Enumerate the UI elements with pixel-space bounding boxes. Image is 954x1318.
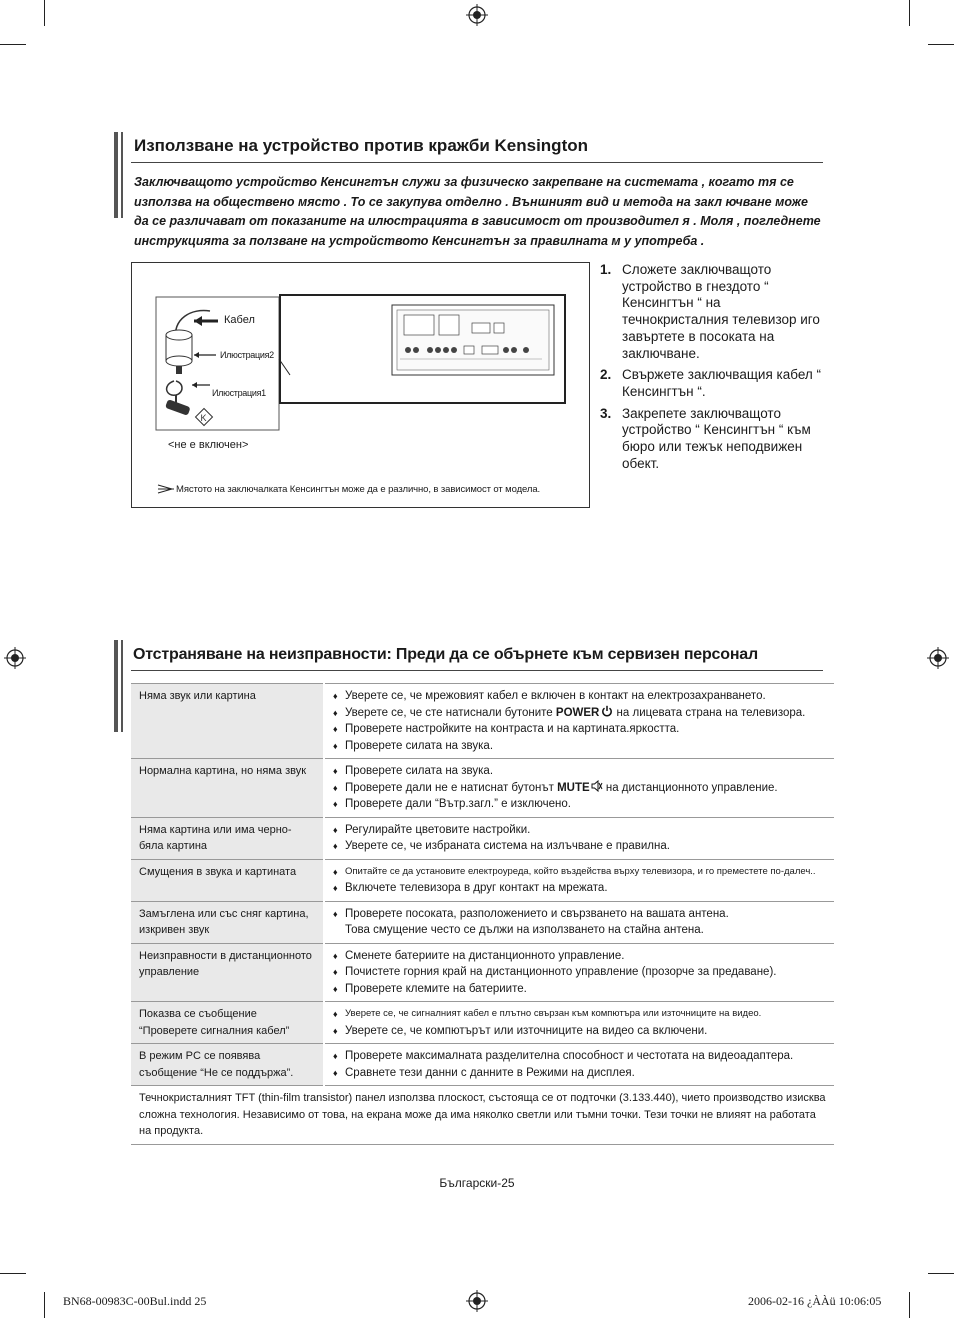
- crop-mark: [44, 1292, 45, 1318]
- table-row: [131, 943, 834, 1002]
- mute-button-label: MUTE: [557, 781, 590, 794]
- footer-timestamp: 2006-02-16 ¿ÀÀü 10:06:05: [748, 1294, 882, 1308]
- registration-mark-icon: [927, 647, 949, 669]
- solution-item: ♦ Уверете се, че мрежовият кабел е включен в контакт на електрозахранването.: [333, 688, 826, 705]
- step-number: 3.: [600, 405, 612, 421]
- figure-note: Мястото на заключалката Кенсингтън може да е различно, в зависимост от модела.: [176, 484, 541, 495]
- solution-cell: [324, 1002, 834, 1044]
- solution-item: ♦ Включете телевизора в друг контакт на мрежата.: [333, 880, 826, 897]
- solution-item: [333, 705, 826, 722]
- problem-cell: Показва се съобщение “Проверете сигналния кабел”: [131, 1002, 324, 1044]
- solution-cell: [324, 817, 834, 859]
- kensington-lock-illustration: [132, 263, 589, 507]
- power-button-label: POWER: [555, 706, 600, 719]
- step-item: [600, 406, 830, 473]
- solution-cell: [324, 759, 834, 818]
- solution-item: ♦ Регулирайте цветовите настройки.: [333, 822, 826, 839]
- problem-cell: Неизправности в дистанционното управление: [131, 943, 324, 1002]
- table-row: [131, 684, 834, 759]
- table-row: [131, 1044, 834, 1086]
- table-row: [131, 817, 834, 859]
- step-number: 2.: [600, 367, 612, 383]
- table-row: [131, 901, 834, 943]
- crop-mark: [928, 1273, 954, 1274]
- problem-cell: В режим PC се появява съобщение “Не се поддържа”.: [131, 1044, 324, 1086]
- cable-label: Кабел: [224, 314, 255, 326]
- illustration2-label: Илюстрация2: [220, 350, 274, 360]
- solution-cell: [324, 684, 834, 759]
- problem-cell: Замъглена или със сняг картина, изкривен звук: [131, 901, 324, 943]
- problem-cell: Няма звук или картина: [131, 684, 324, 759]
- solution-item: ♦ Проверете настройките на контраста и на картината.яркостта.: [333, 721, 826, 738]
- step-text: Закрепете заключващото устройство “ Кенсингтън “ към бюро или тежък неподвижен обект.: [622, 405, 811, 471]
- crop-mark: [0, 1273, 26, 1274]
- kensington-figure: [131, 262, 590, 508]
- solution-item: ♦ Проверете дали “Вътр.загл.” е изключено.: [333, 796, 826, 813]
- solution-cell: [324, 943, 834, 1002]
- solution-cell: [324, 901, 834, 943]
- section-title-kensington: Използване на устройство против кражби Kensington: [134, 136, 588, 155]
- step-number: 1.: [600, 262, 612, 277]
- svg-text:K: K: [200, 413, 207, 423]
- crop-mark: [928, 44, 954, 45]
- section-marker: [121, 132, 123, 218]
- power-icon: [599, 707, 613, 719]
- registration-mark-icon: [466, 1290, 488, 1312]
- registration-mark-icon: [4, 647, 26, 669]
- troubleshooting-table: [131, 683, 834, 1145]
- kensington-steps: [600, 262, 830, 477]
- solution-item: ♦ Проверете силата на звука.: [333, 738, 826, 755]
- solution-text: на лицевата страна на телевизора.: [613, 706, 806, 719]
- section-marker: [114, 132, 118, 218]
- registration-mark-icon: [466, 4, 488, 26]
- section-marker: [121, 640, 123, 732]
- solution-item: ♦ Опитайте се да установите електроуреда, който въздейства върху телевизора, и го преместете по-далеч..: [333, 864, 826, 881]
- table-note-row: [131, 1086, 834, 1145]
- solution-item: Това смущение често се дължи на използването на стайна антена.: [345, 924, 704, 936]
- section-marker: [114, 640, 118, 732]
- title-underline: [131, 162, 823, 163]
- solution-item: ♦ Проверете силата на звука.: [333, 763, 826, 780]
- mute-icon: [590, 782, 603, 794]
- solution-text: на дистанционното управление.: [602, 781, 778, 794]
- problem-cell: Няма картина или има черно-бяла картина: [131, 817, 324, 859]
- solution-item: [333, 780, 826, 797]
- solution-item: ♦ Уверете се, че избраната система на излъчване е правилна.: [333, 838, 826, 855]
- solution-item: ♦ Сравнете тези данни с данните в Режими на дисплея.: [333, 1065, 826, 1082]
- intro-paragraph: Заключващото устройство Кенсингтън служи за физическо закрепване на системата , когато тя се използва на обществено място . То се закупува отделно . Външният вид и метода на закл ючване може да се различават от показаните на илюстрацията в зависимост от производител я . Моля , погледнете инструкцията за ползване на устройството Кенсингтън за правилната м у употреба .: [134, 175, 821, 248]
- solution-item: ♦ Сменете батериите на дистанционното управление.: [333, 948, 826, 965]
- page-number: Български-25: [439, 1176, 515, 1190]
- solution-text: Проверете дали не е натиснат бутонът: [345, 781, 558, 794]
- tft-panel-note: Течнокристалният TFT (thin-film transistor) панел използва плоскост, състояща се от подточки (3.133.440), чието производство изисква сложна технология. Независимо от това, на екрана може да има няколко светли или тъмни точки. Тези точки не влияят на работата на продукта.: [139, 1092, 826, 1137]
- solution-item: ♦ Проверете клемите на батериите.: [333, 981, 826, 998]
- title-underline: [131, 670, 823, 671]
- solution-item: ♦ Проверете посоката, разположението и свързването на вашата антена.: [333, 906, 826, 923]
- solution-text: Уверете се, че сте натиснали бутоните: [345, 706, 556, 719]
- problem-cell: Нормална картина, но няма звук: [131, 759, 324, 818]
- section-title-troubleshooting: Отстраняване на неизправности: Преди да се обърнете към сервизен персонал: [133, 646, 758, 663]
- problem-cell: Смущения в звука и картината: [131, 859, 324, 901]
- solution-cell: [324, 859, 834, 901]
- solution-item: ♦ Уверете се, че компютърът или източниците на видео са включени.: [333, 1023, 826, 1040]
- illustration1-label: Илюстрация1: [212, 388, 266, 398]
- step-item: [600, 262, 830, 362]
- table-row: [131, 1002, 834, 1044]
- footer-file-info: BN68-00983C-00Bul.indd 25: [63, 1294, 207, 1308]
- crop-mark: [44, 0, 45, 26]
- not-included-label: <не е включен>: [168, 439, 249, 451]
- solution-item: ♦ Уверете се, че сигналният кабел е плътно свързан към компютъра или източниците на видео.: [333, 1006, 826, 1023]
- step-text: Свържете заключващия кабел “ Кенсингтън “.: [622, 367, 822, 399]
- crop-mark: [909, 1292, 910, 1318]
- crop-mark: [0, 44, 26, 45]
- step-item: [600, 367, 830, 400]
- table-row: [131, 759, 834, 818]
- solution-item: ♦ Проверете максималната разделителна способност и честотата на видеоадаптера.: [333, 1048, 826, 1065]
- crop-mark: [909, 0, 910, 26]
- step-text: Сложете заключващото устройство в гнездото “ Кенсингтън “ на течнокристалния телевизор иго завъртете в посоката на заключване.: [622, 262, 820, 361]
- table-row: [131, 859, 834, 901]
- solution-cell: [324, 1044, 834, 1086]
- solution-item: ♦ Почистете горния край на дистанционното управление (прозорче за предаване).: [333, 964, 826, 981]
